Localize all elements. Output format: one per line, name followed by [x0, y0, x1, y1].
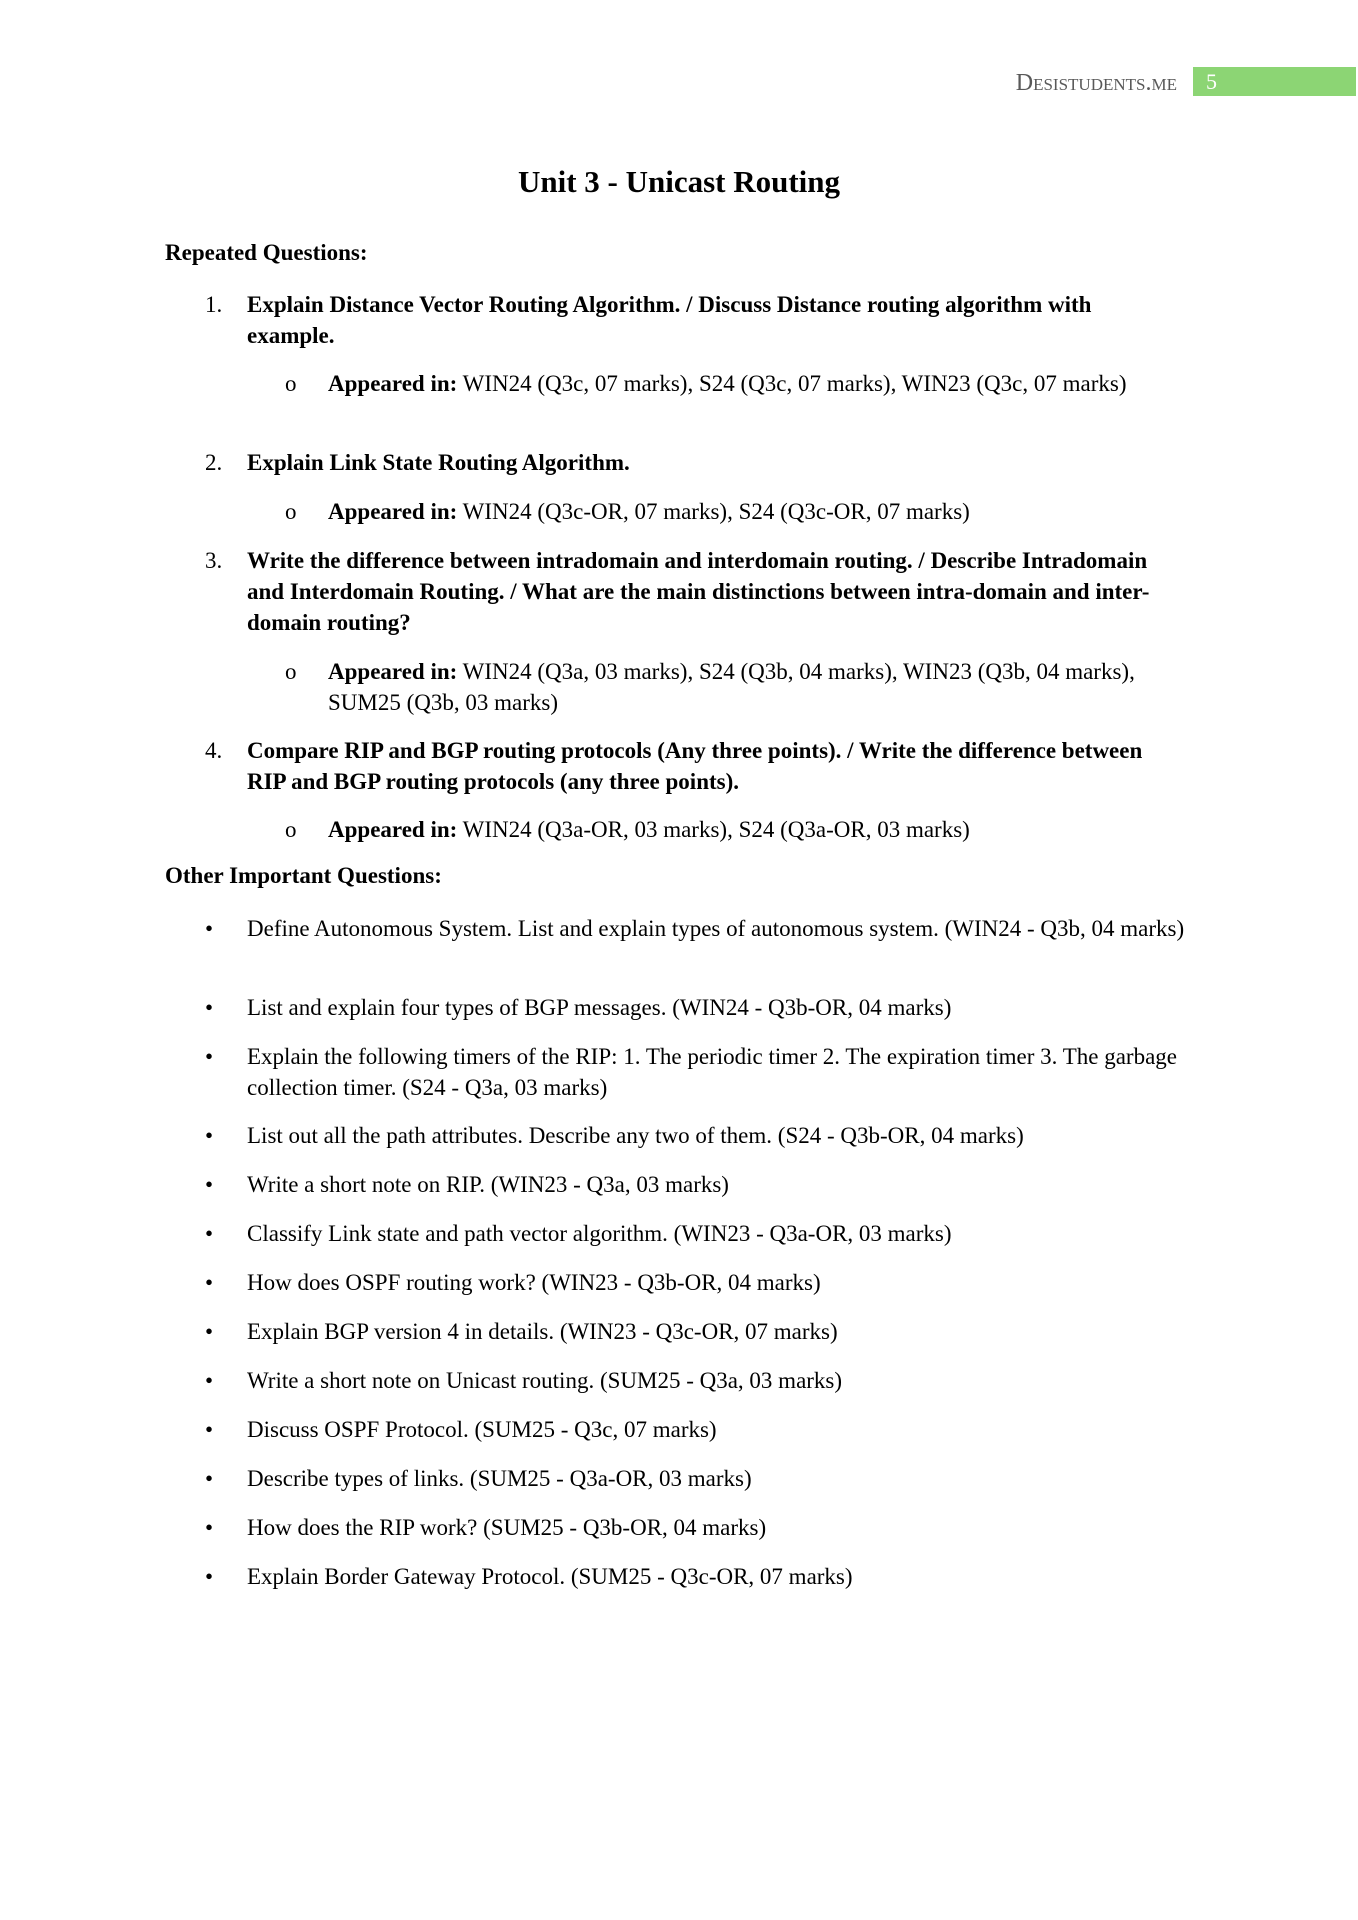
- page-number-badge: [1193, 67, 1356, 96]
- bullet-icon: •: [205, 1270, 214, 1295]
- bullet-icon: •: [205, 916, 214, 941]
- list-item: • Define Autonomous System. List and explain types of autonomous system. (WIN24 - Q3b, 04 marks): [205, 913, 1195, 944]
- repeated-questions-heading: Repeated Questions:: [165, 240, 368, 265]
- question-text: Explain Link State Routing Algorithm.: [247, 450, 630, 475]
- appeared-in: [285, 656, 1145, 718]
- bullet-icon: •: [205, 1466, 214, 1491]
- circle-bullet-icon: o: [285, 659, 297, 684]
- bullet-icon: •: [205, 1515, 214, 1540]
- bullet-icon: •: [205, 1172, 214, 1197]
- question-number: 4.: [205, 738, 223, 763]
- repeated-question: [165, 289, 1175, 351]
- question-number: 1.: [205, 292, 223, 317]
- list-item: • Explain BGP version 4 in details. (WIN23 - Q3c-OR, 07 marks): [205, 1316, 1195, 1347]
- repeated-question: [165, 447, 1175, 478]
- site-name: Desistudents.me: [1015, 70, 1177, 96]
- circle-bullet-icon: o: [285, 499, 297, 524]
- bullet-icon: •: [205, 995, 214, 1020]
- page-title: Unit 3 - Unicast Routing: [517, 164, 841, 199]
- bullet-icon: •: [205, 1044, 214, 1069]
- bullet-icon: •: [205, 1221, 214, 1246]
- question-text: Explain Distance Vector Routing Algorithm. / Discuss Distance routing algorithm with example.: [247, 292, 1092, 348]
- appeared-in: [285, 814, 1145, 845]
- list-item: • Explain Border Gateway Protocol. (SUM25 - Q3c-OR, 07 marks): [205, 1561, 1195, 1592]
- appeared-text: WIN24 (Q3a, 03 marks), S24 (Q3b, 04 marks), WIN23 (Q3b, 04 marks), SUM25 (Q3b, 03 marks): [328, 659, 1135, 715]
- repeated-question: [165, 545, 1175, 638]
- bullet-icon: •: [205, 1319, 214, 1344]
- appeared-label: Appeared in:: [328, 371, 458, 396]
- list-item: • Write a short note on Unicast routing. (SUM25 - Q3a, 03 marks): [205, 1365, 1195, 1396]
- appeared-label: Appeared in:: [328, 659, 458, 684]
- page-number: 5: [1206, 69, 1217, 94]
- list-item: • Discuss OSPF Protocol. (SUM25 - Q3c, 07 marks): [205, 1414, 1195, 1445]
- bullet-icon: •: [205, 1417, 214, 1442]
- list-item: • How does the RIP work? (SUM25 - Q3b-OR, 04 marks): [205, 1512, 1195, 1543]
- question-text: Write the difference between intradomain and interdomain routing. / Describe Intradomain and Interdomain Routing. / What are the main distinctions between intra-domain and inter-domain routing?: [247, 548, 1150, 635]
- appeared-label: Appeared in:: [328, 817, 458, 842]
- appeared-label: Appeared in:: [328, 499, 458, 524]
- question-number: 2.: [205, 450, 223, 475]
- list-item: • Classify Link state and path vector algorithm. (WIN23 - Q3a-OR, 03 marks): [205, 1218, 1195, 1249]
- list-item: • List out all the path attributes. Describe any two of them. (S24 - Q3b-OR, 04 marks): [205, 1120, 1195, 1151]
- appeared-text: WIN24 (Q3a-OR, 03 marks), S24 (Q3a-OR, 03 marks): [457, 817, 970, 842]
- appeared-text: WIN24 (Q3c-OR, 07 marks), S24 (Q3c-OR, 07 marks): [457, 499, 970, 524]
- bullet-icon: •: [205, 1123, 214, 1148]
- list-item: • Describe types of links. (SUM25 - Q3a-OR, 03 marks): [205, 1463, 1195, 1494]
- list-item: • List and explain four types of BGP messages. (WIN24 - Q3b-OR, 04 marks): [205, 992, 1195, 1023]
- circle-bullet-icon: o: [285, 371, 297, 396]
- question-text: Compare RIP and BGP routing protocols (Any three points). / Write the difference between RIP and BGP routing protocols (any three points).: [247, 738, 1143, 794]
- question-number: 3.: [205, 548, 223, 573]
- bullet-icon: •: [205, 1368, 214, 1393]
- other-questions-heading: Other Important Questions:: [165, 863, 442, 888]
- circle-bullet-icon: o: [285, 817, 297, 842]
- bullet-icon: •: [205, 1564, 214, 1589]
- list-item: • How does OSPF routing work? (WIN23 - Q3b-OR, 04 marks): [205, 1267, 1195, 1298]
- appeared-in: [285, 368, 1145, 399]
- appeared-text: WIN24 (Q3c, 07 marks), S24 (Q3c, 07 marks), WIN23 (Q3c, 07 marks): [457, 371, 1127, 396]
- appeared-in: [285, 496, 1145, 527]
- list-item: • Explain the following timers of the RIP: 1. The periodic timer 2. The expiration timer 3. The garbage collection timer. (S24 - Q3a, 03 marks): [205, 1041, 1195, 1103]
- repeated-question: [165, 735, 1175, 797]
- list-item: • Write a short note on RIP. (WIN23 - Q3a, 03 marks): [205, 1169, 1195, 1200]
